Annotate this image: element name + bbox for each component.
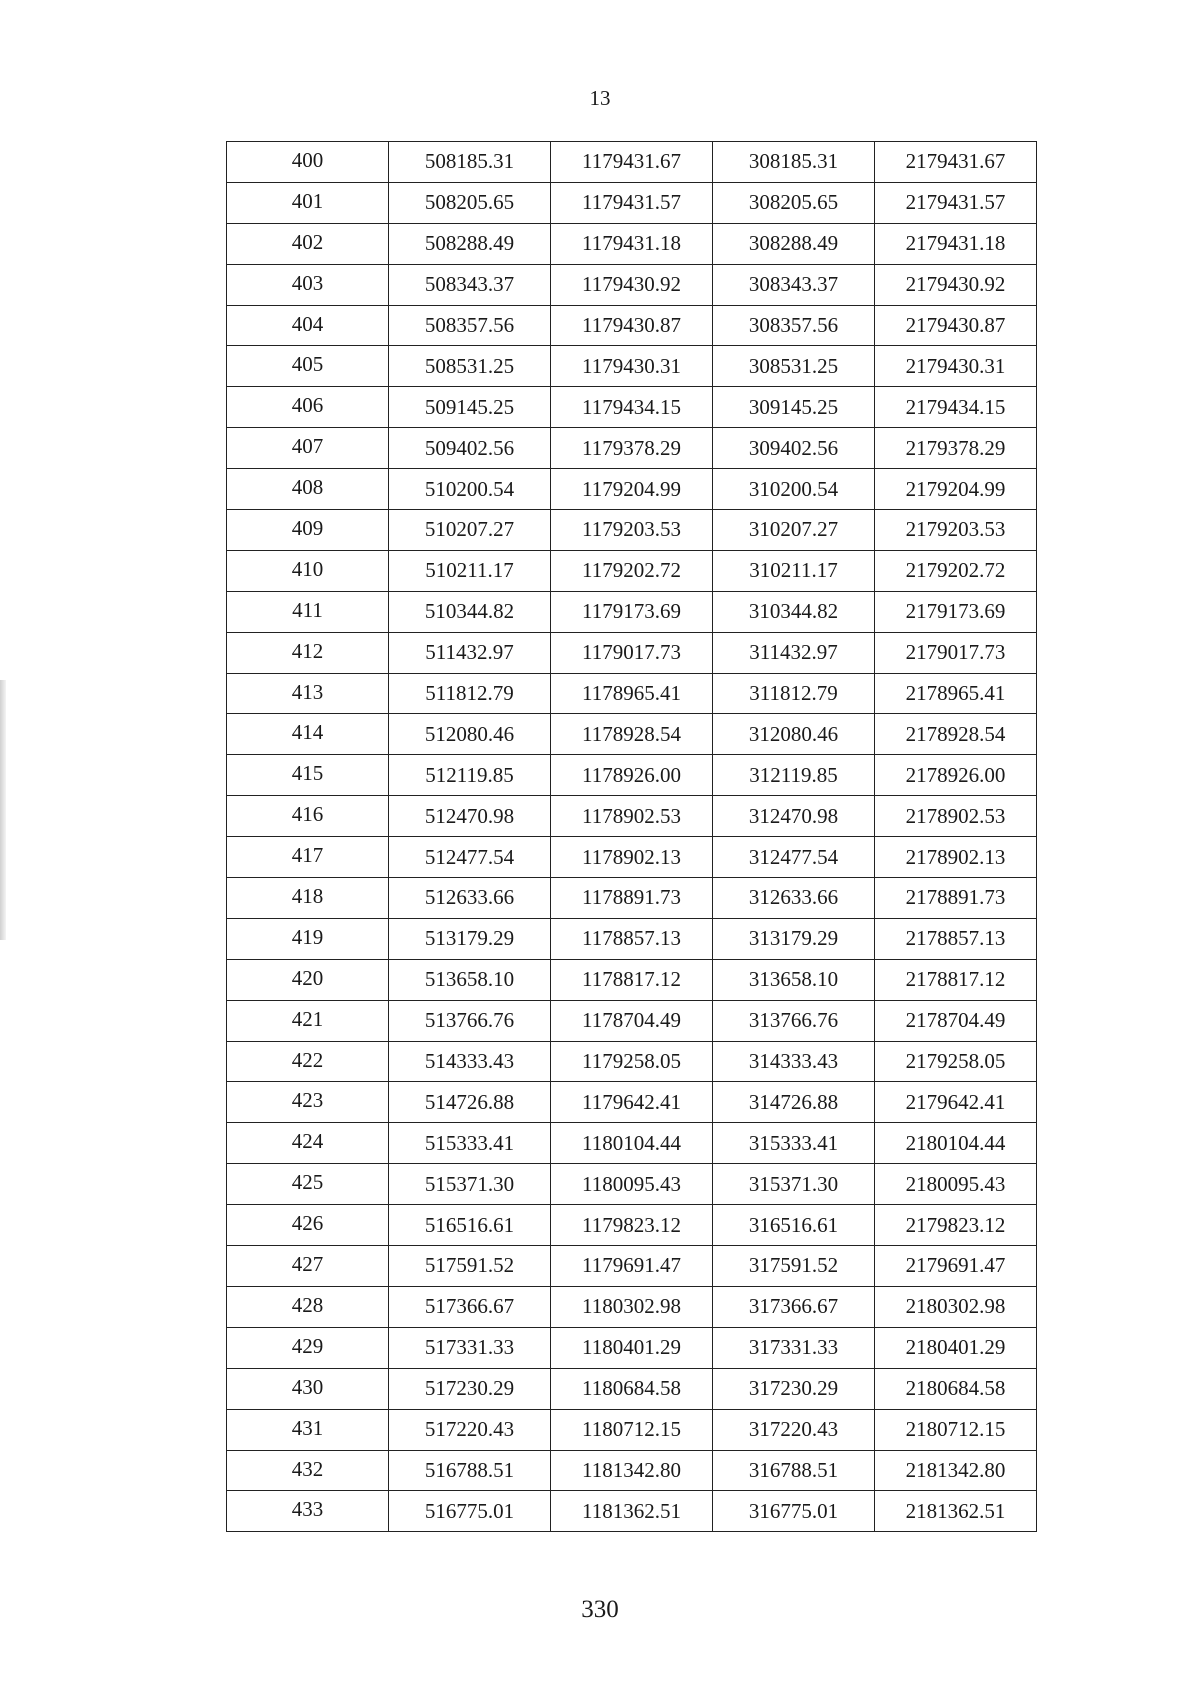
x2-coord-cell: 317230.29 <box>713 1368 875 1409</box>
x-coord-cell: 512119.85 <box>389 755 551 796</box>
x2-coord-cell: 312119.85 <box>713 755 875 796</box>
x-coord-cell: 514726.88 <box>389 1082 551 1123</box>
table-row <box>227 223 1037 264</box>
y2-coord-cell: 2178891.73 <box>875 878 1037 919</box>
x-coord-cell: 513658.10 <box>389 959 551 1000</box>
table-row <box>227 796 1037 837</box>
table-row <box>227 1286 1037 1327</box>
page-number-top: 13 <box>589 86 611 110</box>
x2-coord-cell: 315371.30 <box>713 1164 875 1205</box>
x-coord-cell: 511812.79 <box>389 673 551 714</box>
y-coord-cell: 1179642.41 <box>551 1082 713 1123</box>
y-coord-cell: 1179202.72 <box>551 550 713 591</box>
x-coord-cell: 508205.65 <box>389 182 551 223</box>
table-row <box>227 1246 1037 1287</box>
y-coord-cell: 1178857.13 <box>551 918 713 959</box>
x2-coord-cell: 313658.10 <box>713 959 875 1000</box>
x-coord-cell: 508343.37 <box>389 264 551 305</box>
x-coord-cell: 512477.54 <box>389 837 551 878</box>
x2-coord-cell: 310207.27 <box>713 510 875 551</box>
point-id-cell: 429 <box>227 1327 389 1368</box>
x2-coord-cell: 317331.33 <box>713 1327 875 1368</box>
point-id-cell: 416 <box>227 796 389 837</box>
y2-coord-cell: 2178965.41 <box>875 673 1037 714</box>
x2-coord-cell: 316775.01 <box>713 1491 875 1532</box>
y-coord-cell: 1181342.80 <box>551 1450 713 1491</box>
x-coord-cell: 508531.25 <box>389 346 551 387</box>
x2-coord-cell: 314726.88 <box>713 1082 875 1123</box>
x2-coord-cell: 308343.37 <box>713 264 875 305</box>
x-coord-cell: 517591.52 <box>389 1246 551 1287</box>
point-id-cell: 419 <box>227 918 389 959</box>
point-id-cell: 420 <box>227 959 389 1000</box>
y2-coord-cell: 2178902.13 <box>875 837 1037 878</box>
y2-coord-cell: 2179823.12 <box>875 1205 1037 1246</box>
x-coord-cell: 517220.43 <box>389 1409 551 1450</box>
x2-coord-cell: 310211.17 <box>713 550 875 591</box>
point-id-cell: 409 <box>227 510 389 551</box>
x-coord-cell: 508357.56 <box>389 305 551 346</box>
x2-coord-cell: 308357.56 <box>713 305 875 346</box>
y2-coord-cell: 2179430.31 <box>875 346 1037 387</box>
table-row <box>227 755 1037 796</box>
x-coord-cell: 509402.56 <box>389 428 551 469</box>
table-row <box>227 1409 1037 1450</box>
y2-coord-cell: 2179431.18 <box>875 223 1037 264</box>
y2-coord-cell: 2178928.54 <box>875 714 1037 755</box>
y2-coord-cell: 2179203.53 <box>875 510 1037 551</box>
x-coord-cell: 516775.01 <box>389 1491 551 1532</box>
x2-coord-cell: 309402.56 <box>713 428 875 469</box>
y-coord-cell: 1179823.12 <box>551 1205 713 1246</box>
x-coord-cell: 508185.31 <box>389 142 551 183</box>
point-id-cell: 402 <box>227 223 389 264</box>
x2-coord-cell: 316516.61 <box>713 1205 875 1246</box>
y2-coord-cell: 2179430.92 <box>875 264 1037 305</box>
x-coord-cell: 516788.51 <box>389 1450 551 1491</box>
table-row <box>227 182 1037 223</box>
x-coord-cell: 510207.27 <box>389 510 551 551</box>
y2-coord-cell: 2178817.12 <box>875 959 1037 1000</box>
y2-coord-cell: 2179204.99 <box>875 469 1037 510</box>
table-row <box>227 1000 1037 1041</box>
y-coord-cell: 1179430.31 <box>551 346 713 387</box>
table-row <box>227 1041 1037 1082</box>
y-coord-cell: 1179017.73 <box>551 632 713 673</box>
y-coord-cell: 1180684.58 <box>551 1368 713 1409</box>
x2-coord-cell: 316788.51 <box>713 1450 875 1491</box>
x2-coord-cell: 310200.54 <box>713 469 875 510</box>
x2-coord-cell: 312470.98 <box>713 796 875 837</box>
y2-coord-cell: 2179202.72 <box>875 550 1037 591</box>
y-coord-cell: 1178902.13 <box>551 837 713 878</box>
y-coord-cell: 1179378.29 <box>551 428 713 469</box>
x2-coord-cell: 312633.66 <box>713 878 875 919</box>
point-id-cell: 413 <box>227 673 389 714</box>
y2-coord-cell: 2178704.49 <box>875 1000 1037 1041</box>
table-row <box>227 714 1037 755</box>
x2-coord-cell: 308531.25 <box>713 346 875 387</box>
y2-coord-cell: 2180104.44 <box>875 1123 1037 1164</box>
table-row <box>227 469 1037 510</box>
point-id-cell: 411 <box>227 591 389 632</box>
y-coord-cell: 1179691.47 <box>551 1246 713 1287</box>
point-id-cell: 431 <box>227 1409 389 1450</box>
x2-coord-cell: 317220.43 <box>713 1409 875 1450</box>
y2-coord-cell: 2179430.87 <box>875 305 1037 346</box>
point-id-cell: 412 <box>227 632 389 673</box>
table-row <box>227 1491 1037 1532</box>
table-row <box>227 346 1037 387</box>
y-coord-cell: 1179430.92 <box>551 264 713 305</box>
table-row <box>227 387 1037 428</box>
y-coord-cell: 1179431.67 <box>551 142 713 183</box>
x2-coord-cell: 312477.54 <box>713 837 875 878</box>
page-number-bottom: 330 <box>581 1596 619 1623</box>
table-row <box>227 1368 1037 1409</box>
x-coord-cell: 513766.76 <box>389 1000 551 1041</box>
point-id-cell: 418 <box>227 878 389 919</box>
y2-coord-cell: 2179378.29 <box>875 428 1037 469</box>
point-id-cell: 401 <box>227 182 389 223</box>
point-id-cell: 425 <box>227 1164 389 1205</box>
x-coord-cell: 517331.33 <box>389 1327 551 1368</box>
table-row <box>227 837 1037 878</box>
y2-coord-cell: 2179258.05 <box>875 1041 1037 1082</box>
y-coord-cell: 1178891.73 <box>551 878 713 919</box>
y2-coord-cell: 2179691.47 <box>875 1246 1037 1287</box>
y2-coord-cell: 2180712.15 <box>875 1409 1037 1450</box>
y-coord-cell: 1178902.53 <box>551 796 713 837</box>
y2-coord-cell: 2180095.43 <box>875 1164 1037 1205</box>
x2-coord-cell: 313179.29 <box>713 918 875 959</box>
point-id-cell: 426 <box>227 1205 389 1246</box>
table-row <box>227 878 1037 919</box>
y2-coord-cell: 2178857.13 <box>875 918 1037 959</box>
y-coord-cell: 1181362.51 <box>551 1491 713 1532</box>
point-id-cell: 433 <box>227 1491 389 1532</box>
x2-coord-cell: 317366.67 <box>713 1286 875 1327</box>
y-coord-cell: 1180104.44 <box>551 1123 713 1164</box>
x2-coord-cell: 313766.76 <box>713 1000 875 1041</box>
y-coord-cell: 1178817.12 <box>551 959 713 1000</box>
y-coord-cell: 1179258.05 <box>551 1041 713 1082</box>
x-coord-cell: 508288.49 <box>389 223 551 264</box>
y-coord-cell: 1179431.57 <box>551 182 713 223</box>
table-row <box>227 1450 1037 1491</box>
x-coord-cell: 516516.61 <box>389 1205 551 1246</box>
y2-coord-cell: 2178926.00 <box>875 755 1037 796</box>
y-coord-cell: 1179203.53 <box>551 510 713 551</box>
point-id-cell: 408 <box>227 469 389 510</box>
x-coord-cell: 515371.30 <box>389 1164 551 1205</box>
table-row <box>227 142 1037 183</box>
point-id-cell: 414 <box>227 714 389 755</box>
table-row <box>227 1082 1037 1123</box>
y-coord-cell: 1178928.54 <box>551 714 713 755</box>
y-coord-cell: 1180401.29 <box>551 1327 713 1368</box>
x2-coord-cell: 308288.49 <box>713 223 875 264</box>
point-id-cell: 410 <box>227 550 389 591</box>
point-id-cell: 404 <box>227 305 389 346</box>
point-id-cell: 422 <box>227 1041 389 1082</box>
x-coord-cell: 517366.67 <box>389 1286 551 1327</box>
x-coord-cell: 514333.43 <box>389 1041 551 1082</box>
y-coord-cell: 1179173.69 <box>551 591 713 632</box>
table-row <box>227 673 1037 714</box>
y-coord-cell: 1179431.18 <box>551 223 713 264</box>
y2-coord-cell: 2181362.51 <box>875 1491 1037 1532</box>
x2-coord-cell: 317591.52 <box>713 1246 875 1287</box>
x-coord-cell: 511432.97 <box>389 632 551 673</box>
table-row <box>227 510 1037 551</box>
table-row <box>227 264 1037 305</box>
table-row <box>227 918 1037 959</box>
x2-coord-cell: 315333.41 <box>713 1123 875 1164</box>
x-coord-cell: 515333.41 <box>389 1123 551 1164</box>
x2-coord-cell: 314333.43 <box>713 1041 875 1082</box>
y2-coord-cell: 2179642.41 <box>875 1082 1037 1123</box>
y2-coord-cell: 2180684.58 <box>875 1368 1037 1409</box>
y-coord-cell: 1178965.41 <box>551 673 713 714</box>
x2-coord-cell: 312080.46 <box>713 714 875 755</box>
y-coord-cell: 1179430.87 <box>551 305 713 346</box>
table-row <box>227 1205 1037 1246</box>
x2-coord-cell: 311812.79 <box>713 673 875 714</box>
y2-coord-cell: 2180302.98 <box>875 1286 1037 1327</box>
y2-coord-cell: 2179431.57 <box>875 182 1037 223</box>
y2-coord-cell: 2179434.15 <box>875 387 1037 428</box>
x-coord-cell: 510200.54 <box>389 469 551 510</box>
y-coord-cell: 1180712.15 <box>551 1409 713 1450</box>
point-id-cell: 424 <box>227 1123 389 1164</box>
table-row <box>227 1123 1037 1164</box>
x-coord-cell: 513179.29 <box>389 918 551 959</box>
y-coord-cell: 1179434.15 <box>551 387 713 428</box>
y2-coord-cell: 2179173.69 <box>875 591 1037 632</box>
point-id-cell: 423 <box>227 1082 389 1123</box>
x-coord-cell: 512633.66 <box>389 878 551 919</box>
y2-coord-cell: 2178902.53 <box>875 796 1037 837</box>
table-row <box>227 1164 1037 1205</box>
x2-coord-cell: 310344.82 <box>713 591 875 632</box>
point-id-cell: 432 <box>227 1450 389 1491</box>
point-id-cell: 427 <box>227 1246 389 1287</box>
table-row <box>227 591 1037 632</box>
table-row <box>227 632 1037 673</box>
coordinates-table <box>226 141 1037 1532</box>
point-id-cell: 400 <box>227 142 389 183</box>
y2-coord-cell: 2179431.67 <box>875 142 1037 183</box>
point-id-cell: 428 <box>227 1286 389 1327</box>
point-id-cell: 417 <box>227 837 389 878</box>
point-id-cell: 403 <box>227 264 389 305</box>
x2-coord-cell: 308205.65 <box>713 182 875 223</box>
point-id-cell: 421 <box>227 1000 389 1041</box>
table-row <box>227 1327 1037 1368</box>
y2-coord-cell: 2181342.80 <box>875 1450 1037 1491</box>
x2-coord-cell: 308185.31 <box>713 142 875 183</box>
x-coord-cell: 510211.17 <box>389 550 551 591</box>
x2-coord-cell: 309145.25 <box>713 387 875 428</box>
table-row <box>227 550 1037 591</box>
y-coord-cell: 1180302.98 <box>551 1286 713 1327</box>
point-id-cell: 406 <box>227 387 389 428</box>
x-coord-cell: 517230.29 <box>389 1368 551 1409</box>
y-coord-cell: 1178704.49 <box>551 1000 713 1041</box>
scan-edge-mark <box>0 680 6 940</box>
point-id-cell: 405 <box>227 346 389 387</box>
x2-coord-cell: 311432.97 <box>713 632 875 673</box>
y-coord-cell: 1180095.43 <box>551 1164 713 1205</box>
y2-coord-cell: 2180401.29 <box>875 1327 1037 1368</box>
x-coord-cell: 510344.82 <box>389 591 551 632</box>
x-coord-cell: 512080.46 <box>389 714 551 755</box>
y-coord-cell: 1179204.99 <box>551 469 713 510</box>
x-coord-cell: 512470.98 <box>389 796 551 837</box>
y2-coord-cell: 2179017.73 <box>875 632 1037 673</box>
point-id-cell: 430 <box>227 1368 389 1409</box>
coordinates-table-body <box>227 142 1037 1532</box>
point-id-cell: 407 <box>227 428 389 469</box>
table-row <box>227 428 1037 469</box>
table-row <box>227 959 1037 1000</box>
x-coord-cell: 509145.25 <box>389 387 551 428</box>
y-coord-cell: 1178926.00 <box>551 755 713 796</box>
table-row <box>227 305 1037 346</box>
point-id-cell: 415 <box>227 755 389 796</box>
